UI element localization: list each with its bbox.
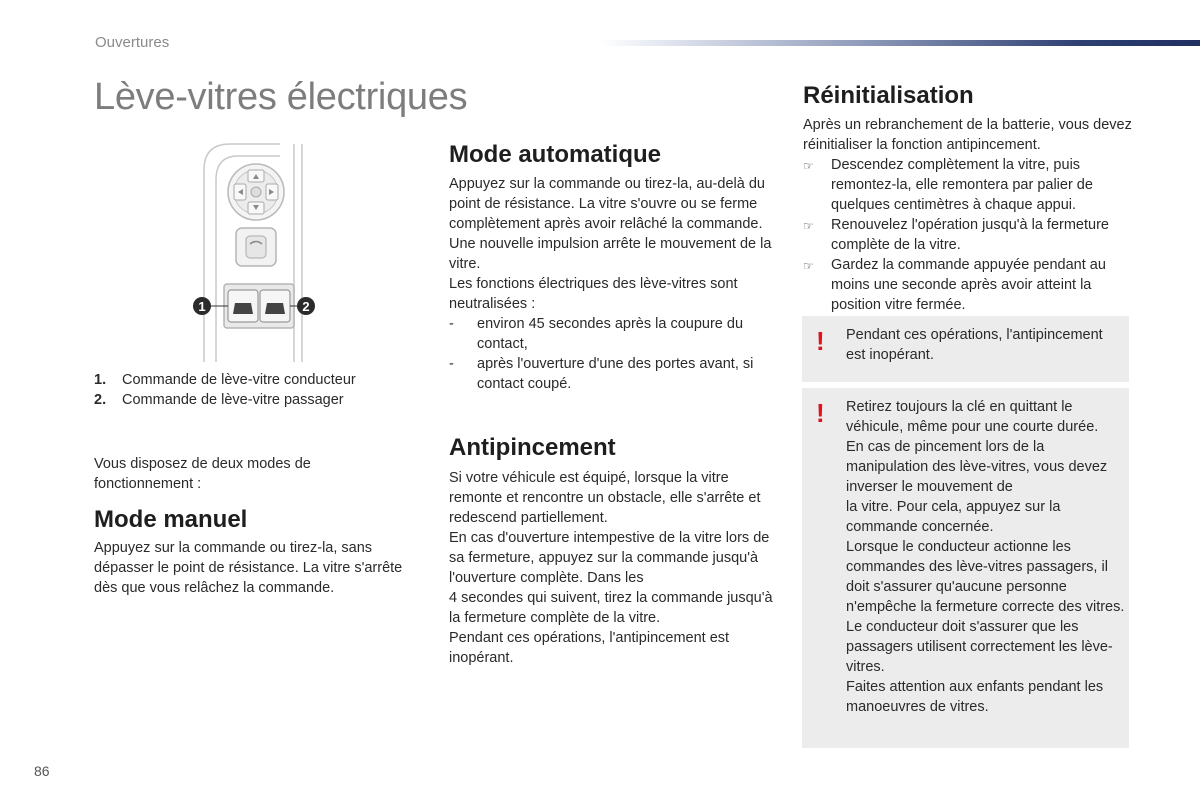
list-item: ☞ Descendez complètement la vitre, puis remontez-la, elle remontera par palier de quelques centimètres à chaque appui.	[803, 157, 1093, 213]
anti-pinch-text: Si votre véhicule est équipé, lorsque la vitre remonte et rencontre un obstacle, elle s'arrête et redescend partiellement. En cas d'ouverture intempestive de la vitre lors de sa fermeture, appuyez sur la commande jusqu'à l'ouverture complète. Dans les 4 secondes qui suivent, tirez la commande jusqu'à la fermeture complète de la vitre. Pendant ces opérations, l'antipincement est inopérant.	[449, 470, 773, 666]
anti-pinch-heading: Antipincement	[449, 434, 616, 461]
list-item: ☞ Gardez la commande appuyée pendant au moins une seconde après avoir atteint la position vitre fermée.	[803, 257, 1106, 313]
pointer-arrow-icon: ☞	[803, 259, 814, 273]
manual-mode-text: Appuyez sur la commande ou tirez-la, sans dépasser le point de résistance. La vitre s'arrête dès que vous relâchez la commande.	[94, 540, 403, 596]
header-gradient-bar	[600, 40, 1200, 46]
passenger-window-switch-icon	[260, 290, 290, 322]
warning-exclamation-icon: !	[816, 398, 825, 428]
page-number: 86	[34, 763, 50, 779]
page-title: Lève-vitres électriques	[94, 76, 468, 118]
pointer-arrow-icon: ☞	[803, 159, 814, 173]
window-switch-illustration	[180, 140, 330, 365]
manual-mode-heading: Mode manuel	[94, 506, 248, 533]
list-item: ☞ Renouvelez l'opération jusqu'à la fermeture complète de la vitre.	[803, 217, 1109, 253]
reinitialisation-heading: Réinitialisation	[803, 82, 974, 109]
modes-intro: Vous disposez de deux modes de fonctionnement :	[94, 456, 311, 492]
caption-item: 2. Commande de lève-vitre passager	[94, 392, 344, 408]
automatic-mode-heading: Mode automatique	[449, 141, 662, 168]
list-item: - environ 45 secondes après la coupure du contact,	[449, 316, 744, 352]
automatic-mode-text: Appuyez sur la commande ou tirez-la, au-delà du point de résistance. La vitre s'ouvre ou se ferme complètement après avoir relâché la commande. Une nouvelle impulsion arrête le mouvement de la vitre. Les fonctions électriques des lève-vitres sont neutralisées : - environ 45 secondes après la coupure du contact, - après l'ouverture d'une des portes avant, si contact coupé.	[449, 174, 779, 394]
reinitialisation-text: Après un rebranchement de la batterie, vous devez réinitialiser la fonction antipincement. ☞ Descendez complètement la vitre, puis remontez-la, elle remontera par palier de quelques centimètres à chaque appui. ☞ Renouvelez l'opération jusqu'à la fermeture complète de la vitre. ☞ Gardez la commande appuyée pendant au moins une seconde après avoir atteint la position vitre fermée.	[803, 117, 1132, 313]
section-label: Ouvertures	[95, 34, 170, 51]
warning-box: ! Retirez toujours la clé en quittant le véhicule, même pour une courte durée. En cas de pincement lors de la manipulation des lève-vitres, vous devez inverser le mouvement de la vitre. Pour cela, appuyez sur la commande concernée. Lorsque le conducteur actionne les commandes des lève-vitres passagers, il doit s'assurer qu'aucune personne n'empêche la fermeture correcte des vitres. Le conducteur doit s'assurer que les passagers utilisent correctement les lève-vitres. Faites attention aux enfants pendant les manoeuvres de vitres.	[802, 388, 1129, 748]
warning-box: ! Pendant ces opérations, l'antipincement est inopérant.	[802, 316, 1129, 382]
figure-captions	[94, 370, 414, 410]
list-item: - après l'ouverture d'une des portes avant, si contact coupé.	[449, 356, 754, 392]
svg-text:1: 1	[198, 299, 206, 314]
caption-item: 1. Commande de lève-vitre conducteur	[94, 372, 356, 388]
mirror-selector-icon	[236, 228, 276, 266]
svg-text:2: 2	[302, 299, 310, 314]
pointer-arrow-icon: ☞	[803, 219, 814, 233]
reinit-steps-list	[803, 155, 1133, 315]
neutralized-conditions-list	[449, 314, 779, 394]
driver-window-switch-icon	[228, 290, 258, 322]
mirror-control-icon	[228, 164, 284, 220]
warning-exclamation-icon: !	[816, 326, 825, 356]
